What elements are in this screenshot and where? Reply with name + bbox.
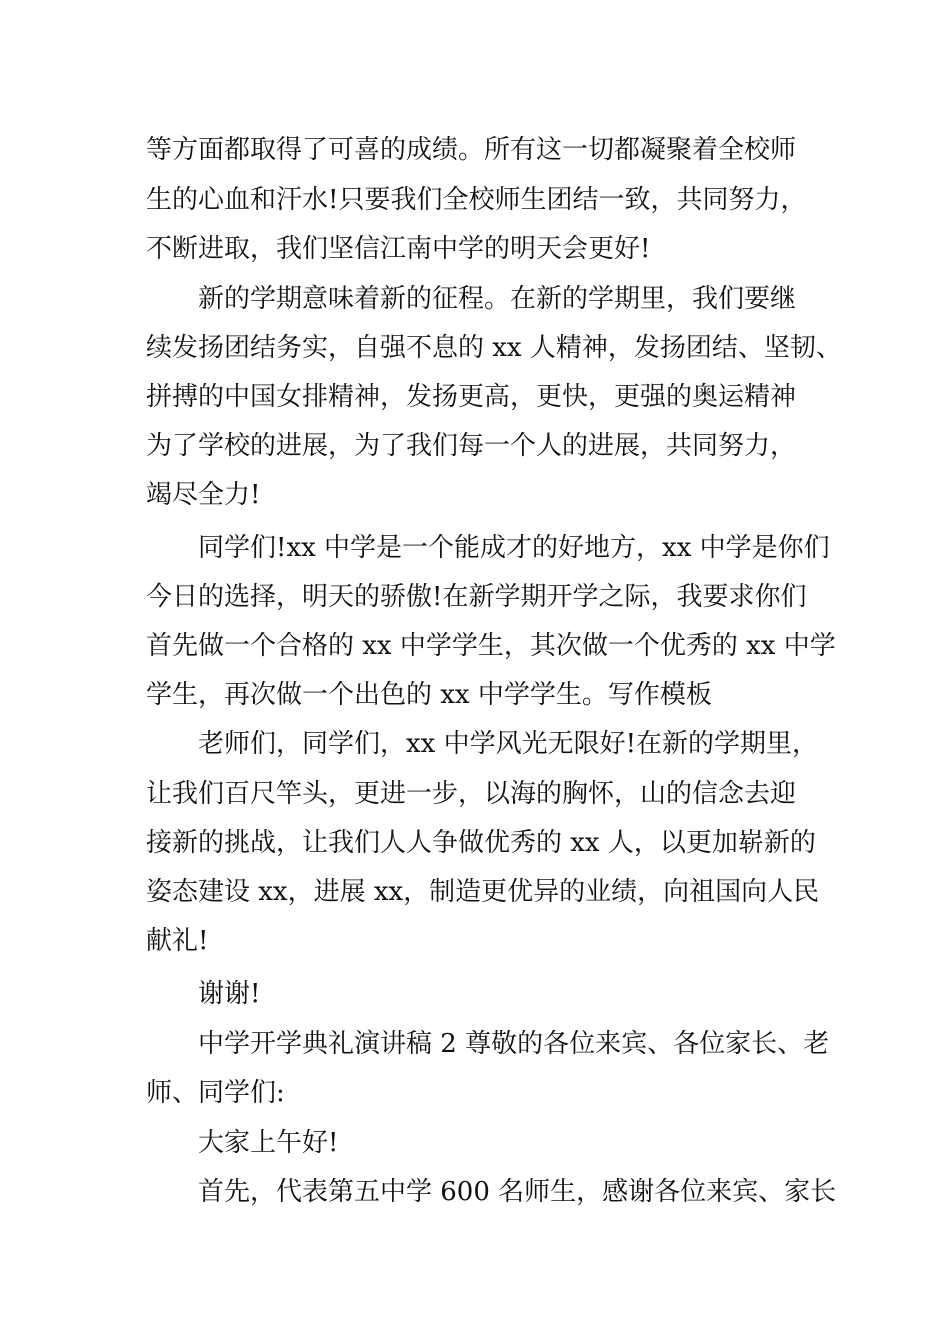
text-line: 不断进取，我们坚信江南中学的明天会更好!: [146, 234, 651, 264]
text-line: 师、同学们:: [146, 1078, 285, 1108]
paragraph-first-line: 老师们，同学们，xx 中学风光无限好!在新的学期里，: [198, 729, 819, 759]
text-line: 拼搏的中国女排精神，发扬更高，更快，更强的奥运精神: [146, 382, 797, 412]
text-line: 让我们百尺竿头，更进一步，以海的胸怀，山的信念去迎: [146, 779, 797, 809]
text-line: 姿态建设 xx，进展 xx，制造更优异的业绩，向祖国向人民: [146, 877, 820, 907]
text-line: 等方面都取得了可喜的成绩。所有这一切都凝聚着全校师: [146, 135, 797, 165]
paragraph-first-line: 同学们!xx 中学是一个能成才的好地方，xx 中学是你们: [198, 533, 830, 563]
paragraph-first-line: 中学开学典礼演讲稿 2 尊敬的各位来宾、各位家长、老: [198, 1029, 830, 1059]
text-line: 首先做一个合格的 xx 中学学生，其次做一个优秀的 xx 中学: [146, 631, 836, 661]
text-line: 接新的挑战，让我们人人争做优秀的 xx 人，以更加崭新的: [146, 828, 816, 858]
text-line: 学生，再次做一个出色的 xx 中学学生。写作模板: [146, 680, 712, 710]
paragraph-first-line: 新的学期意味着新的征程。在新的学期里，我们要继: [198, 284, 797, 314]
text-line: 续发扬团结务实，自强不息的 xx 人精神，发扬团结、坚韧、: [146, 333, 842, 363]
text-line: 为了学校的进展，为了我们每一个人的进展，共同努力，: [146, 431, 797, 461]
paragraph-first-line: 大家上午好!: [198, 1128, 339, 1158]
text-line: 生的心血和汗水!只要我们全校师生团结一致，共同努力，: [146, 185, 807, 215]
text-line: 竭尽全力!: [146, 480, 261, 510]
paragraph-first-line: 首先，代表第五中学 600 名师生，感谢各位来宾、家长: [198, 1177, 837, 1207]
paragraph-first-line: 谢谢!: [198, 979, 261, 1009]
text-line: 献礼!: [146, 926, 209, 956]
text-line: 今日的选择，明天的骄傲!在新学期开学之际，我要求你们: [146, 582, 807, 612]
